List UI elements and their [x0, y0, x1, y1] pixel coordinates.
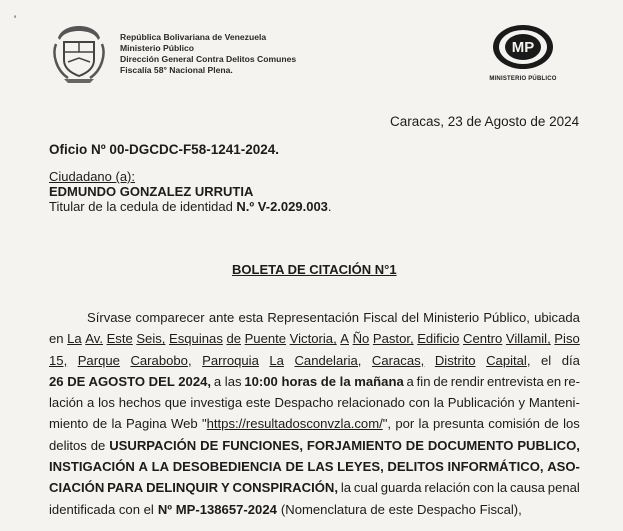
word: comparecer: [135, 310, 205, 325]
word: relacionado: [337, 395, 405, 411]
offense-word: DELINQUIR: [146, 480, 219, 496]
word: Manteni-: [528, 395, 580, 411]
address-word: Av.: [85, 331, 103, 347]
word: penal: [547, 480, 580, 496]
address-word: Ño: [352, 331, 370, 347]
citation-body: [49, 307, 580, 520]
word: del: [401, 310, 420, 325]
word: en: [546, 373, 562, 389]
word: miento: [49, 416, 89, 432]
offense-word: USURPACIÓN: [109, 437, 197, 453]
recipient-name: EDMUNDO GONZALEZ URRUTIA: [49, 184, 254, 199]
word: la: [496, 480, 508, 496]
edge-mark: ': [14, 14, 17, 26]
word: causa: [510, 480, 545, 496]
body-line-7: [49, 435, 580, 456]
address-word: La: [67, 331, 82, 347]
address-word: La: [269, 352, 284, 368]
address-word: Villamil,: [505, 331, 551, 347]
word: presunta: [433, 416, 484, 432]
address-word: de: [226, 331, 242, 347]
word: los: [563, 416, 580, 432]
institution-line: Ministerio Público: [120, 43, 195, 53]
institution-block: [120, 32, 296, 76]
word: relación: [424, 480, 471, 496]
word: día: [561, 352, 580, 368]
address-word: Puente: [244, 331, 287, 347]
offense-word: LAS: [307, 459, 334, 475]
word: que: [164, 395, 187, 411]
address-word: Parroquia: [202, 352, 259, 368]
appointment-date: 26 DE AGOSTO DEL 2024,: [49, 373, 212, 389]
body-line-9: [49, 477, 580, 498]
word: este: [245, 395, 271, 411]
word: Publicación: [447, 395, 515, 411]
word: delitos: [49, 437, 87, 453]
word: hechos: [118, 395, 161, 411]
offense-word: CIACIÓN: [49, 480, 105, 496]
offense-word: DELITOS: [387, 459, 444, 475]
address-word: Distrito: [434, 352, 476, 368]
oficio-number: Oficio Nº 00-DGCDC-F58-1241-2024.: [49, 142, 280, 157]
address-word: Victoria,: [289, 331, 337, 347]
offense-word: PARA: [107, 480, 144, 496]
word: a: [406, 373, 414, 389]
word: con: [473, 480, 495, 496]
word: cual: [353, 480, 378, 496]
word: re-: [563, 373, 580, 389]
word: identificada con el: [49, 501, 154, 517]
recipient-label: Ciudadano (a):: [49, 169, 135, 184]
offense-word: DE: [405, 437, 424, 453]
word: Despacho: [274, 395, 334, 411]
word: entrevista: [487, 373, 544, 389]
body-line-3: [49, 350, 580, 371]
word: guarda: [380, 480, 422, 496]
word: Ministerio: [423, 310, 480, 325]
word: ante: [208, 310, 235, 325]
offense-word: A: [138, 459, 148, 475]
offense-word: FORJAMIENTO: [306, 437, 402, 453]
body-line-8: [49, 456, 580, 477]
word: fin: [416, 373, 431, 389]
word: investiga: [190, 395, 243, 411]
word: rendir: [450, 373, 485, 389]
word: ubicada: [534, 310, 580, 325]
id-prefix: Titular de la cedula de identidad: [49, 199, 237, 214]
offense-word: DOCUMENTO: [427, 437, 514, 453]
word: a las: [213, 373, 242, 389]
address-word: Este: [106, 331, 133, 347]
address-word: A: [340, 331, 349, 347]
address-word: Capital: [486, 352, 527, 368]
offense-word: INSTIGACIÓN: [49, 459, 135, 475]
url-group: [202, 413, 391, 434]
website-link[interactable]: https://resultadosconvzla.com/: [206, 416, 383, 432]
body-line-5: [49, 392, 580, 413]
body-line-1: [49, 307, 580, 328]
body-line-2: [49, 328, 580, 349]
word: de: [90, 437, 106, 453]
word: y: [518, 395, 526, 411]
address-word: Piso: [554, 331, 580, 347]
recipient-id: [49, 199, 332, 214]
word: Pagina: [125, 416, 167, 432]
word: ,: [526, 352, 531, 368]
offense-word: DE: [285, 459, 304, 475]
offense-word: PUBLICO,: [517, 437, 580, 453]
word: Público,: [483, 310, 530, 325]
word: esta: [238, 310, 264, 325]
body-line-6: [49, 413, 580, 434]
offense-word: DESOBEDIENCIA: [172, 459, 282, 475]
address-word: Parque: [77, 352, 120, 368]
word: la: [340, 480, 352, 496]
word: ",: [382, 416, 392, 432]
logo-text: MP: [511, 39, 535, 56]
word: (Nomenclatura de este Despacho Fiscal),: [280, 501, 522, 517]
word: Representación: [267, 310, 360, 325]
offense-word: DE: [200, 437, 219, 453]
offense-word: INFORMÁTICO,: [447, 459, 544, 475]
address-word: Esquinas: [169, 331, 223, 347]
body-line-4: [49, 371, 580, 392]
word: el: [540, 352, 552, 368]
word: comisión: [488, 416, 540, 432]
offense-word: CONSPIRACIÓN,: [232, 480, 338, 496]
word: Sírvase: [87, 310, 132, 325]
word: a: [87, 395, 95, 411]
word: la: [433, 395, 444, 411]
word: de: [544, 416, 559, 432]
address-word: Edificio: [417, 331, 460, 347]
institution-line: Fiscalía 58° Nacional Plena.: [120, 65, 233, 75]
citation-heading: BOLETA DE CITACIÓN N°1: [232, 262, 397, 277]
word: la: [111, 416, 122, 432]
id-number: N.º V-2.029.003: [236, 199, 328, 214]
coat-of-arms-seal: [50, 22, 108, 84]
word: Fiscal: [363, 310, 398, 325]
body-line-10: [49, 499, 580, 520]
address-word: Seis,: [136, 331, 166, 347]
word: con: [408, 395, 430, 411]
word: de: [92, 416, 108, 432]
date-line: Caracas, 23 de Agosto de 2024: [390, 114, 580, 129]
ministerio-publico-logo: [490, 22, 556, 72]
address-end: [486, 350, 530, 371]
word: los: [98, 395, 115, 411]
word: ": [201, 416, 207, 432]
institution-line: República Bolivariana de Venezuela: [120, 32, 267, 42]
appointment-time: 10:00 horas de la mañana: [244, 373, 404, 389]
address-word: Candelaria,: [294, 352, 362, 368]
offense-word: ASO-: [547, 459, 580, 475]
id-suffix: .: [327, 199, 332, 214]
offense-word: LA: [151, 459, 170, 475]
offense-word: FUNCIONES,: [222, 437, 303, 453]
case-number: Nº MP-138657-2024: [157, 501, 277, 517]
address-word: Pastor,: [372, 331, 414, 347]
address-word: 15,: [49, 352, 68, 368]
word: por: [395, 416, 415, 432]
word: de: [433, 373, 448, 389]
offense-word: Y: [220, 480, 230, 496]
word: la: [418, 416, 429, 432]
word: Web: [171, 416, 198, 432]
logo-label: MINISTERIO PÚBLICO: [489, 76, 557, 82]
address-word: Caracas,: [371, 352, 425, 368]
address-word: Centro: [462, 331, 503, 347]
word: lación: [49, 395, 84, 411]
institution-line: Dirección General Contra Delitos Comunes: [120, 54, 297, 64]
word: en: [49, 331, 64, 347]
address-word: Carabobo,: [130, 352, 192, 368]
offense-word: LEYES,: [337, 459, 384, 475]
